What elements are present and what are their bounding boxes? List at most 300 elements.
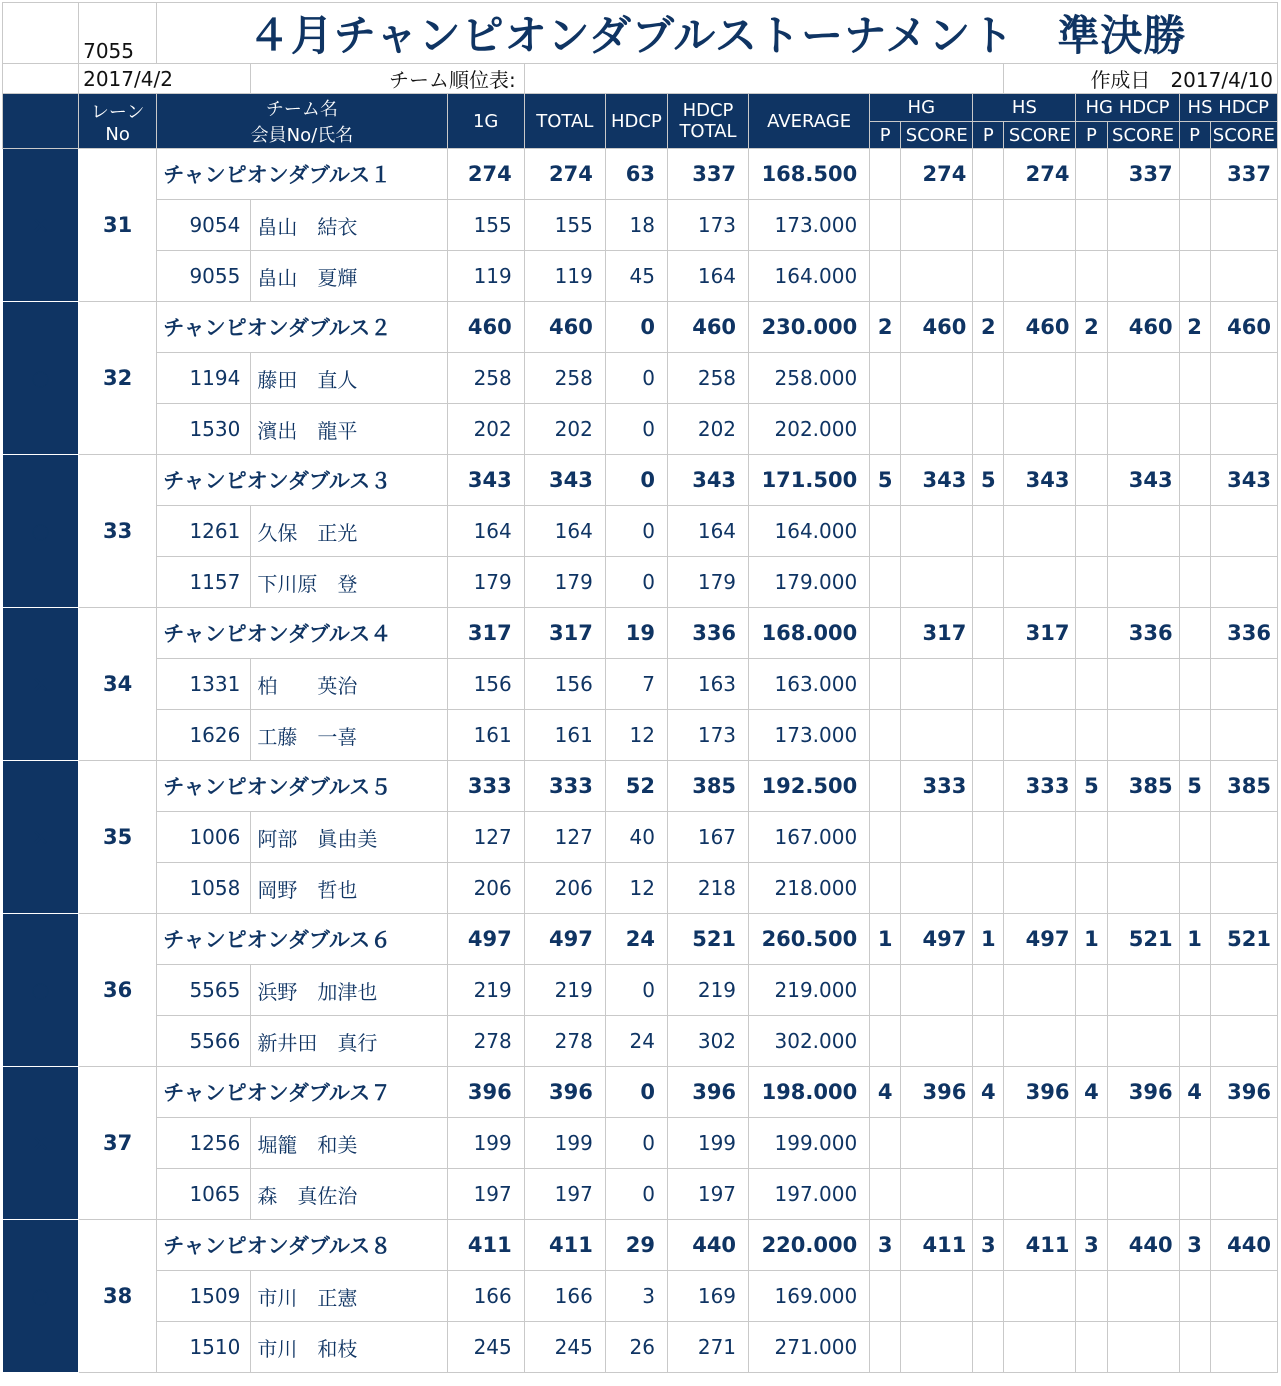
- team-average: 230.000: [749, 302, 870, 353]
- empty-cell: [1076, 1118, 1107, 1169]
- player-row: [3, 1169, 1278, 1220]
- player-1g: 199: [447, 1118, 524, 1169]
- team-average: 220.000: [749, 1220, 870, 1271]
- player-average: 219.000: [749, 965, 870, 1016]
- player-hdcp: 0: [605, 557, 667, 608]
- empty-cell: [1179, 965, 1210, 1016]
- empty-cell: [901, 1169, 973, 1220]
- team-hg-place: 2: [870, 302, 901, 353]
- team-hs-place: 5: [973, 455, 1004, 506]
- empty-cell: [1179, 353, 1210, 404]
- empty-cell: [1004, 506, 1076, 557]
- team-hg-place: 4: [870, 1067, 901, 1118]
- created-date: 2017/4/10: [1170, 68, 1273, 92]
- player-1g: 119: [447, 251, 524, 302]
- team-row: [3, 1067, 1278, 1118]
- player-row: [3, 251, 1278, 302]
- empty-cell: [1076, 404, 1107, 455]
- header-hg-hdcp: HG HDCP: [1076, 94, 1179, 122]
- player-average: 199.000: [749, 1118, 870, 1169]
- empty-cell: [1210, 1271, 1277, 1322]
- team-hdcp-total: 337: [667, 149, 748, 200]
- player-1g: 245: [447, 1322, 524, 1373]
- player-name: 堀籠 和美: [251, 1118, 447, 1169]
- header-p: P: [973, 122, 1004, 149]
- player-1g: 127: [447, 812, 524, 863]
- player-total: 206: [524, 863, 605, 914]
- empty-cell: [1107, 506, 1179, 557]
- empty-cell: [973, 812, 1004, 863]
- empty-cell: [973, 659, 1004, 710]
- empty-cell: [1210, 353, 1277, 404]
- team-1g: 274: [447, 149, 524, 200]
- team-hdcp-total: 396: [667, 1067, 748, 1118]
- player-hdcp: 0: [605, 353, 667, 404]
- player-name: 市川 正憲: [251, 1271, 447, 1322]
- player-row: [3, 353, 1278, 404]
- team-hg-hdcp-score: 460: [1107, 302, 1179, 353]
- team-hs-place: 1: [973, 914, 1004, 965]
- player-hdcp: 3: [605, 1271, 667, 1322]
- player-hdcp: 7: [605, 659, 667, 710]
- player-hdcp: 0: [605, 506, 667, 557]
- team-hg-place: [870, 608, 901, 659]
- empty-cell: [901, 1271, 973, 1322]
- lane-number: 33: [79, 455, 157, 608]
- team-hs-hdcp-score: 521: [1210, 914, 1277, 965]
- player-row: [3, 404, 1278, 455]
- empty-cell: [1210, 863, 1277, 914]
- result-mark: ○: [3, 914, 79, 1067]
- empty-cell: [1076, 1016, 1107, 1067]
- empty-cell: [973, 1118, 1004, 1169]
- team-hs-score: 460: [1004, 302, 1076, 353]
- player-hdcp-total: 199: [667, 1118, 748, 1169]
- empty-cell: [1004, 251, 1076, 302]
- team-hg-hdcp-place: 5: [1076, 761, 1107, 812]
- player-name: 浜野 加津也: [251, 965, 447, 1016]
- empty-cell: [870, 1016, 901, 1067]
- lane-number: 35: [79, 761, 157, 914]
- empty-cell: [1107, 1016, 1179, 1067]
- member-number: 1626: [157, 710, 251, 761]
- team-total: 317: [524, 608, 605, 659]
- empty-cell: [1107, 557, 1179, 608]
- team-name: チャンピオンダブルス３: [157, 455, 447, 506]
- player-total: 166: [524, 1271, 605, 1322]
- empty-cell: [1004, 710, 1076, 761]
- team-hs-score: 396: [1004, 1067, 1076, 1118]
- team-hdcp: 52: [605, 761, 667, 812]
- team-row: [3, 608, 1278, 659]
- team-hs-place: 4: [973, 1067, 1004, 1118]
- player-total: 278: [524, 1016, 605, 1067]
- empty-cell: [1107, 353, 1179, 404]
- team-hg-score: 396: [901, 1067, 973, 1118]
- empty-cell: [1210, 506, 1277, 557]
- team-1g: 333: [447, 761, 524, 812]
- empty-cell: [973, 1322, 1004, 1373]
- result-mark: ○: [3, 455, 79, 608]
- empty-cell: [1004, 1322, 1076, 1373]
- team-hdcp: 29: [605, 1220, 667, 1271]
- empty-cell: [901, 965, 973, 1016]
- empty-cell: [1004, 1016, 1076, 1067]
- player-1g: 219: [447, 965, 524, 1016]
- player-1g: 206: [447, 863, 524, 914]
- team-hg-hdcp-score: 385: [1107, 761, 1179, 812]
- empty-cell: [870, 812, 901, 863]
- team-hs-hdcp-score: 460: [1210, 302, 1277, 353]
- player-total: 156: [524, 659, 605, 710]
- team-hdcp-total: 460: [667, 302, 748, 353]
- tournament-code: 7055: [79, 3, 157, 64]
- empty-cell: [870, 506, 901, 557]
- player-hdcp-total: 167: [667, 812, 748, 863]
- empty-cell: [1107, 965, 1179, 1016]
- team-1g: 497: [447, 914, 524, 965]
- empty-cell: [901, 200, 973, 251]
- player-row: [3, 1271, 1278, 1322]
- team-hg-hdcp-score: 521: [1107, 914, 1179, 965]
- event-date: 2017/4/2: [79, 64, 251, 94]
- team-hg-hdcp-place: 2: [1076, 302, 1107, 353]
- player-1g: 155: [447, 200, 524, 251]
- team-hg-place: [870, 761, 901, 812]
- blank-cell: [524, 64, 1004, 94]
- player-name: 柏 英治: [251, 659, 447, 710]
- empty-cell: [1004, 1118, 1076, 1169]
- empty-cell: [1076, 659, 1107, 710]
- member-number: 1509: [157, 1271, 251, 1322]
- player-name: 藤田 直人: [251, 353, 447, 404]
- team-hs-place: [973, 149, 1004, 200]
- empty-cell: [870, 1322, 901, 1373]
- team-hg-score: 411: [901, 1220, 973, 1271]
- player-average: 202.000: [749, 404, 870, 455]
- player-hdcp-total: 302: [667, 1016, 748, 1067]
- empty-cell: [1076, 557, 1107, 608]
- team-hs-hdcp-score: 337: [1210, 149, 1277, 200]
- team-hdcp: 24: [605, 914, 667, 965]
- empty-cell: [1179, 404, 1210, 455]
- team-row: [3, 149, 1278, 200]
- empty-cell: [1210, 1016, 1277, 1067]
- team-hs-hdcp-score: 396: [1210, 1067, 1277, 1118]
- team-hg-hdcp-place: 3: [1076, 1220, 1107, 1271]
- empty-cell: [901, 251, 973, 302]
- header-total: TOTAL: [524, 94, 605, 149]
- player-hdcp-total: 202: [667, 404, 748, 455]
- team-hs-hdcp-score: 385: [1210, 761, 1277, 812]
- header-hdcp-total: HDCP TOTAL: [667, 94, 748, 149]
- empty-cell: [1076, 353, 1107, 404]
- team-hs-score: 411: [1004, 1220, 1076, 1271]
- empty-cell: [1076, 200, 1107, 251]
- player-average: 258.000: [749, 353, 870, 404]
- team-name: チャンピオンダブルス６: [157, 914, 447, 965]
- player-row: [3, 812, 1278, 863]
- empty-cell: [973, 965, 1004, 1016]
- empty-cell: [870, 251, 901, 302]
- empty-cell: [1179, 251, 1210, 302]
- player-hdcp: 0: [605, 1118, 667, 1169]
- empty-cell: [1004, 353, 1076, 404]
- player-hdcp: 26: [605, 1322, 667, 1373]
- member-number: 1261: [157, 506, 251, 557]
- player-total: 127: [524, 812, 605, 863]
- empty-cell: [870, 200, 901, 251]
- created-label: 作成日: [1090, 68, 1151, 92]
- player-name: 岡野 哲也: [251, 863, 447, 914]
- team-hs-hdcp-place: 1: [1179, 914, 1210, 965]
- empty-cell: [1107, 1118, 1179, 1169]
- team-hs-hdcp-place: [1179, 608, 1210, 659]
- empty-cell: [973, 1271, 1004, 1322]
- empty-cell: [1076, 965, 1107, 1016]
- team-average: 198.000: [749, 1067, 870, 1118]
- team-hs-score: 343: [1004, 455, 1076, 506]
- player-name: 市川 和枝: [251, 1322, 447, 1373]
- team-hs-hdcp-score: 336: [1210, 608, 1277, 659]
- player-row: [3, 1322, 1278, 1373]
- player-row: [3, 1016, 1278, 1067]
- team-hdcp-total: 336: [667, 608, 748, 659]
- empty-cell: [901, 710, 973, 761]
- empty-cell: [1004, 1271, 1076, 1322]
- member-number: 1058: [157, 863, 251, 914]
- header-score: SCORE: [1210, 122, 1277, 149]
- empty-cell: [973, 1016, 1004, 1067]
- player-name: 新井田 真行: [251, 1016, 447, 1067]
- team-row: [3, 761, 1278, 812]
- member-number: 9054: [157, 200, 251, 251]
- player-hdcp-total: 219: [667, 965, 748, 1016]
- empty-cell: [901, 1322, 973, 1373]
- player-average: 179.000: [749, 557, 870, 608]
- player-total: 119: [524, 251, 605, 302]
- result-mark: ○: [3, 302, 79, 455]
- player-hdcp: 0: [605, 1169, 667, 1220]
- team-hs-hdcp-score: 343: [1210, 455, 1277, 506]
- result-mark: ×: [3, 149, 79, 302]
- player-hdcp: 12: [605, 710, 667, 761]
- team-hs-hdcp-place: [1179, 149, 1210, 200]
- empty-cell: [973, 557, 1004, 608]
- team-hdcp-total: 440: [667, 1220, 748, 1271]
- empty-cell: [1179, 1169, 1210, 1220]
- player-name: 久保 正光: [251, 506, 447, 557]
- player-total: 202: [524, 404, 605, 455]
- team-hs-place: 2: [973, 302, 1004, 353]
- empty-cell: [1179, 200, 1210, 251]
- player-total: 161: [524, 710, 605, 761]
- team-name: チャンピオンダブルス５: [157, 761, 447, 812]
- empty-cell: [870, 353, 901, 404]
- team-hdcp-total: 343: [667, 455, 748, 506]
- player-row: [3, 506, 1278, 557]
- player-hdcp-total: 173: [667, 710, 748, 761]
- team-hdcp: 63: [605, 149, 667, 200]
- player-average: 167.000: [749, 812, 870, 863]
- team-total: 497: [524, 914, 605, 965]
- team-total: 274: [524, 149, 605, 200]
- member-number: 1006: [157, 812, 251, 863]
- player-hdcp-total: 163: [667, 659, 748, 710]
- team-name: チャンピオンダブルス４: [157, 608, 447, 659]
- empty-cell: [901, 659, 973, 710]
- header-hg: HG: [870, 94, 973, 122]
- team-row: [3, 1220, 1278, 1271]
- team-hg-score: 343: [901, 455, 973, 506]
- member-number: 1065: [157, 1169, 251, 1220]
- player-average: 173.000: [749, 710, 870, 761]
- empty-cell: [1179, 506, 1210, 557]
- player-hdcp: 40: [605, 812, 667, 863]
- team-1g: 396: [447, 1067, 524, 1118]
- member-number: 1256: [157, 1118, 251, 1169]
- player-name: 畠山 夏輝: [251, 251, 447, 302]
- lane-number: 32: [79, 302, 157, 455]
- player-total: 197: [524, 1169, 605, 1220]
- empty-cell: [901, 506, 973, 557]
- player-hdcp: 45: [605, 251, 667, 302]
- empty-cell: [1210, 557, 1277, 608]
- empty-cell: [973, 710, 1004, 761]
- empty-cell: [973, 863, 1004, 914]
- header-p: P: [870, 122, 901, 149]
- empty-cell: [870, 1169, 901, 1220]
- team-hdcp: 0: [605, 1067, 667, 1118]
- player-hdcp-total: 258: [667, 353, 748, 404]
- empty-cell: [1076, 812, 1107, 863]
- header-score: SCORE: [901, 122, 973, 149]
- player-1g: 161: [447, 710, 524, 761]
- empty-cell: [901, 812, 973, 863]
- empty-cell: [1076, 251, 1107, 302]
- empty-cell: [1004, 557, 1076, 608]
- empty-cell: [1179, 557, 1210, 608]
- empty-cell: [870, 659, 901, 710]
- header-hs-hdcp: HS HDCP: [1179, 94, 1277, 122]
- team-hg-hdcp-place: 1: [1076, 914, 1107, 965]
- empty-cell: [870, 1118, 901, 1169]
- team-1g: 343: [447, 455, 524, 506]
- player-average: 218.000: [749, 863, 870, 914]
- team-hg-hdcp-score: 440: [1107, 1220, 1179, 1271]
- team-average: 168.000: [749, 608, 870, 659]
- team-hdcp: 0: [605, 455, 667, 506]
- player-total: 179: [524, 557, 605, 608]
- team-hg-score: 317: [901, 608, 973, 659]
- empty-cell: [1107, 200, 1179, 251]
- empty-cell: [1076, 1322, 1107, 1373]
- team-hs-score: 497: [1004, 914, 1076, 965]
- empty-cell: [1107, 812, 1179, 863]
- player-average: 169.000: [749, 1271, 870, 1322]
- header-hs: HS: [973, 94, 1076, 122]
- empty-cell: [1179, 1322, 1210, 1373]
- standings-label: チーム順位表:: [251, 64, 524, 94]
- team-hs-place: [973, 761, 1004, 812]
- empty-cell: [1076, 710, 1107, 761]
- player-average: 173.000: [749, 200, 870, 251]
- empty-cell: [1107, 1271, 1179, 1322]
- empty-cell: [1107, 863, 1179, 914]
- member-number: 1530: [157, 404, 251, 455]
- empty-cell: [1107, 659, 1179, 710]
- lane-number: 37: [79, 1067, 157, 1220]
- header-average: AVERAGE: [749, 94, 870, 149]
- player-1g: 164: [447, 506, 524, 557]
- player-1g: 202: [447, 404, 524, 455]
- team-hg-hdcp-place: [1076, 608, 1107, 659]
- empty-cell: [1210, 812, 1277, 863]
- team-hg-hdcp-place: [1076, 455, 1107, 506]
- empty-cell: [1179, 1016, 1210, 1067]
- player-total: 258: [524, 353, 605, 404]
- empty-cell: [973, 1169, 1004, 1220]
- empty-cell: [870, 557, 901, 608]
- player-name: 畠山 結衣: [251, 200, 447, 251]
- empty-cell: [1179, 812, 1210, 863]
- empty-cell: [1210, 1322, 1277, 1373]
- team-total: 411: [524, 1220, 605, 1271]
- team-hg-place: 3: [870, 1220, 901, 1271]
- member-number: 1194: [157, 353, 251, 404]
- team-name: チャンピオンダブルス１: [157, 149, 447, 200]
- empty-cell: [1004, 404, 1076, 455]
- empty-cell: [870, 1271, 901, 1322]
- member-number: 5566: [157, 1016, 251, 1067]
- team-total: 396: [524, 1067, 605, 1118]
- blank-cell: [3, 64, 79, 94]
- empty-cell: [870, 710, 901, 761]
- empty-cell: [973, 251, 1004, 302]
- player-row: [3, 863, 1278, 914]
- lane-number: 38: [79, 1220, 157, 1373]
- player-hdcp-total: 271: [667, 1322, 748, 1373]
- header-p: P: [1076, 122, 1107, 149]
- player-hdcp-total: 197: [667, 1169, 748, 1220]
- empty-cell: [1004, 200, 1076, 251]
- team-average: 192.500: [749, 761, 870, 812]
- member-number: 1510: [157, 1322, 251, 1373]
- empty-cell: [973, 404, 1004, 455]
- player-row: [3, 710, 1278, 761]
- player-average: 163.000: [749, 659, 870, 710]
- header-hdcp: HDCP: [605, 94, 667, 149]
- empty-cell: [1076, 1169, 1107, 1220]
- empty-cell: [1179, 659, 1210, 710]
- team-row: [3, 914, 1278, 965]
- empty-cell: [1210, 1118, 1277, 1169]
- team-hs-score: 333: [1004, 761, 1076, 812]
- empty-cell: [1179, 1271, 1210, 1322]
- standings-sheet: [2, 2, 1278, 1373]
- player-name: 工藤 一喜: [251, 710, 447, 761]
- player-hdcp-total: 179: [667, 557, 748, 608]
- player-hdcp-total: 218: [667, 863, 748, 914]
- member-number: 1157: [157, 557, 251, 608]
- team-hg-hdcp-place: [1076, 149, 1107, 200]
- team-name: チャンピオンダブルス２: [157, 302, 447, 353]
- team-name: チャンピオンダブルス７: [157, 1067, 447, 1118]
- team-hs-score: 317: [1004, 608, 1076, 659]
- player-hdcp-total: 164: [667, 506, 748, 557]
- team-hs-hdcp-place: [1179, 455, 1210, 506]
- empty-cell: [1210, 965, 1277, 1016]
